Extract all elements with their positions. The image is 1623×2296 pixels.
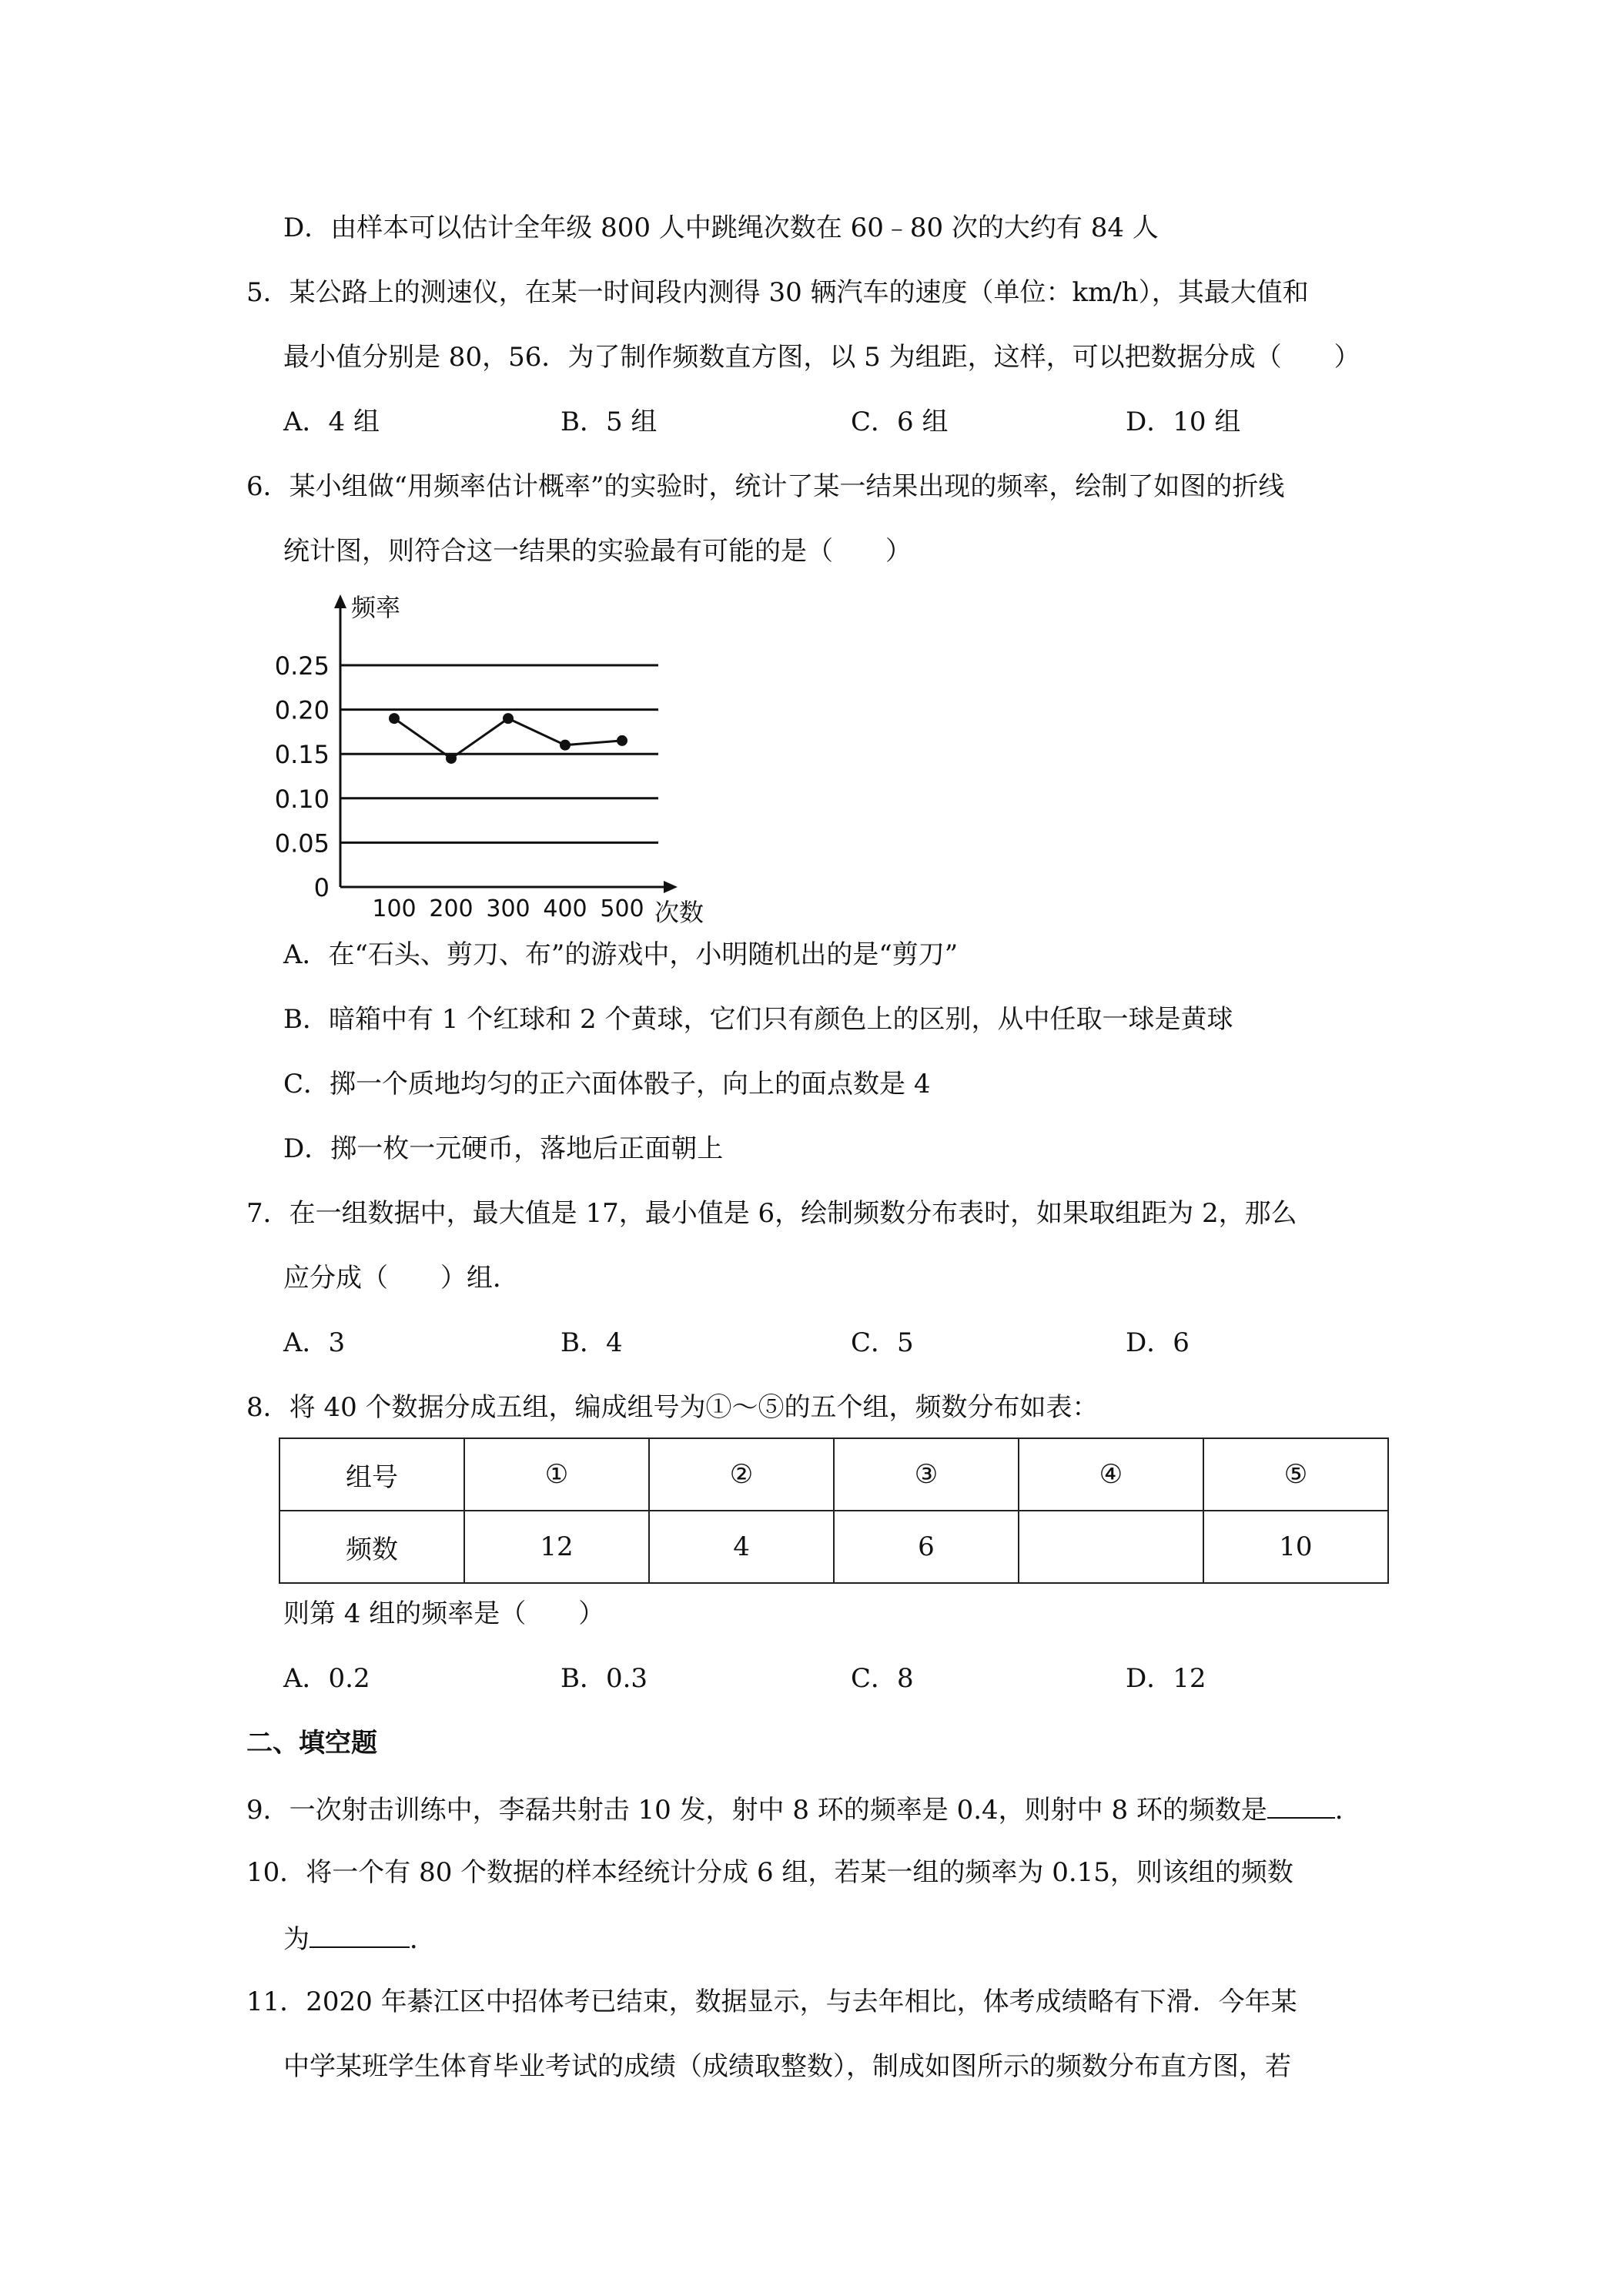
q7-option-c: C．5	[851, 1327, 914, 1358]
table-cell: ④	[1019, 1438, 1203, 1511]
q7-stem-line1: 7．在一组数据中，最大值是 17，最小值是 6，绘制频数分布表时，如果取组距为 2，那么	[246, 1198, 1297, 1229]
q8-option-a: A．0.2	[283, 1663, 370, 1694]
q6-option-b: B．暗箱中有 1 个红球和 2 个黄球，它们只有颜色上的区别，从中任取一球是黄球	[283, 1004, 1233, 1035]
q9-end: ．	[1334, 1795, 1361, 1826]
table-cell: 4	[649, 1511, 834, 1583]
q6-option-a: A．在“石头、剪刀、布”的游戏中，小明随机出的是“剪刀”	[283, 939, 959, 970]
q7-option-a: A．3	[283, 1327, 346, 1358]
q4-option-d: D．由样本可以估计全年级 800 人中跳绳次数在 60﹣80 次的大约有 84 人	[283, 213, 1159, 243]
data-point	[560, 740, 571, 751]
y-tick-label: 0.15	[274, 740, 330, 770]
q9-stem	[246, 1791, 1361, 1827]
q8-option-d: D．12	[1126, 1663, 1206, 1694]
table-cell	[1019, 1511, 1203, 1583]
q11-stem-line2: 中学某班学生体育毕业考试的成绩（成绩取整数），制成如图所示的频数分布直方图，若	[283, 2051, 1291, 2082]
q11-stem-line1: 11．2020 年綦江区中招体考已结束，数据显示，与去年相比，体考成绩略有下滑．今年某	[246, 1986, 1297, 2017]
y-tick-label: 0.25	[274, 651, 330, 681]
y-tick-label: 0.20	[274, 695, 330, 725]
table-cell: 6	[834, 1511, 1019, 1583]
table-cell: ⑤	[1203, 1438, 1388, 1511]
y-tick-labels	[275, 651, 330, 902]
data-point	[617, 735, 627, 746]
q10-end: ．	[410, 1924, 436, 1955]
x-tick-label: 100	[372, 895, 417, 922]
x-tick-label: 300	[486, 895, 530, 922]
table-cell: ②	[649, 1438, 834, 1511]
frequency-table	[279, 1438, 1389, 1584]
q7-option-d: D．6	[1126, 1327, 1190, 1358]
q10-text: 为	[283, 1924, 310, 1955]
table-row-frequency	[279, 1511, 1388, 1583]
chart-grid	[340, 665, 658, 842]
data-point	[503, 713, 514, 724]
table-cell: ③	[834, 1438, 1019, 1511]
table-cell: 频数	[279, 1511, 464, 1583]
q5-option-d: D．10 组	[1126, 407, 1241, 437]
table-cell: 组号	[279, 1438, 464, 1511]
q8-option-c: C．8	[851, 1663, 914, 1694]
q8-stem-line1: 8．将 40 个数据分成五组，编成组号为①～⑤的五个组，频数分布如表：	[246, 1392, 1099, 1423]
section-heading-fill-in: 二、填空题	[246, 1728, 377, 1759]
frequency-line-chart	[269, 585, 716, 924]
q7-stem-line2: 应分成（ ）组．	[283, 1263, 519, 1294]
x-axis-arrow	[664, 881, 678, 893]
x-tick-label: 200	[429, 895, 474, 922]
table-cell: ①	[464, 1438, 649, 1511]
q7-option-b: B．4	[561, 1327, 623, 1358]
table-cell: 10	[1203, 1511, 1388, 1583]
y-axis-arrow	[334, 594, 346, 608]
q9-answer-blank[interactable]	[1267, 1791, 1335, 1819]
data-point	[389, 713, 400, 724]
q10-stem-line2	[283, 1920, 436, 1956]
q6-stem-line2: 统计图，则符合这一结果的实验最有可能的是（ ）	[283, 536, 912, 567]
q5-option-a: A．4 组	[283, 407, 380, 437]
q6-option-c: C．掷一个质地均匀的正六面体骰子，向上的面点数是 4	[283, 1069, 931, 1099]
q5-stem-line1: 5．某公路上的测速仪，在某一时间段内测得 30 辆汽车的速度（单位：km/h），其最大值和	[246, 277, 1309, 308]
x-tick-label: 400	[543, 895, 587, 922]
y-axis-label: 频率	[351, 593, 401, 622]
q6-option-d: D．掷一枚一元硬币，落地后正面朝上	[283, 1133, 724, 1164]
table-row-group-number	[279, 1438, 1388, 1511]
q10-stem-line1: 10．将一个有 80 个数据的样本经统计分成 6 组，若某一组的频率为 0.15，则该组的频数	[246, 1857, 1293, 1888]
q5-stem-line2: 最小值分别是 80，56．为了制作频数直方图，以 5 为组距，这样，可以把数据分成（ ）	[283, 342, 1360, 373]
y-tick-label: 0.10	[274, 784, 330, 814]
q5-option-c: C．6 组	[851, 407, 949, 437]
data-point	[446, 753, 457, 764]
x-tick-labels	[372, 895, 644, 922]
q5-option-b: B．5 组	[561, 407, 658, 437]
y-tick-label: 0.05	[274, 828, 330, 858]
q8-stem-line2: 则第 4 组的频率是（ ）	[283, 1598, 605, 1629]
q10-answer-blank[interactable]	[310, 1920, 410, 1948]
x-axis-label: 次数	[654, 898, 704, 924]
q8-option-b: B．0.3	[561, 1663, 648, 1694]
x-tick-label: 500	[600, 895, 644, 922]
table-cell: 12	[464, 1511, 649, 1583]
y-tick-label: 0	[313, 873, 330, 902]
q9-text: 9．一次射击训练中，李磊共射击 10 发，射中 8 环的频率是 0.4，则射中 8 环的频数是	[246, 1795, 1267, 1826]
q6-stem-line1: 6．某小组做“用频率估计概率”的实验时，统计了某一结果出现的频率，绘制了如图的折线	[246, 471, 1285, 502]
series-line	[394, 718, 622, 758]
